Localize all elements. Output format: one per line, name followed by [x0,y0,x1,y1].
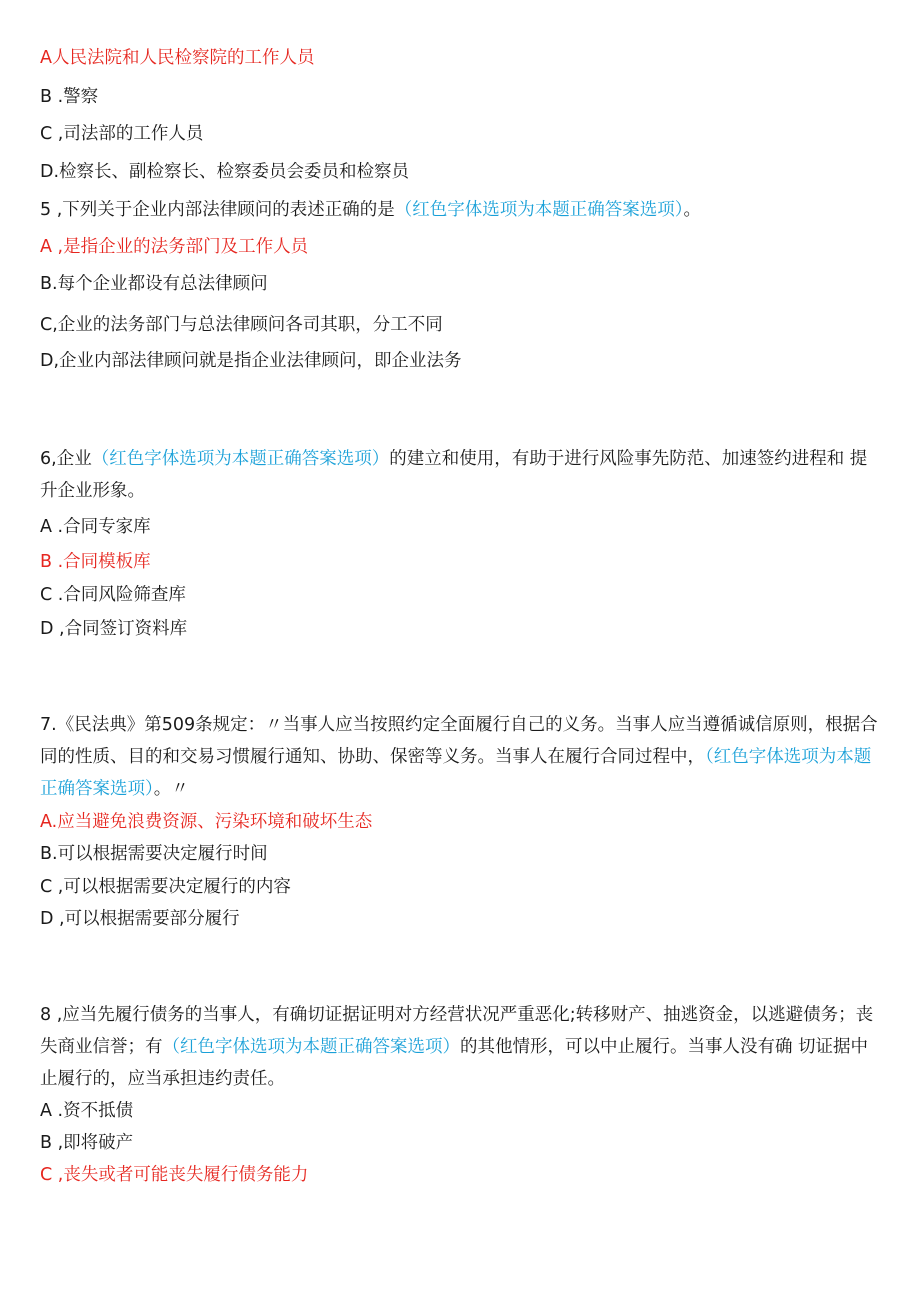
q5-option-c: C,企业的法务部门与总法律顾问各司其职，分工不同 [40,315,443,335]
q7-stem-end: 。〃 [153,779,189,799]
q7-option-c: C ,可以根据需要决定履行的内容 [40,877,291,897]
q5-option-b: B.每个企业都设有总法律顾问 [40,274,268,294]
q6-option-b: B .合同模板库 [40,552,151,572]
q5-stem [40,199,701,221]
q7-option-a: A.应当避免浪费资源、污染环境和破坏生态 [40,812,373,832]
q5-option-d: D,企业内部法律顾问就是指企业法律顾问，即企业法务 [40,351,462,371]
q8-option-a: A .资不抵债 [40,1101,134,1121]
q6-option-a: A .合同专家库 [40,517,151,537]
q6-option-d: D ,合同签订资料库 [40,619,188,639]
q8-option-c: C ,丧失或者可能丧失履行债务能力 [40,1165,309,1185]
q4-option-a: A人民法院和人民检察院的工作人员 [40,48,315,68]
q8-stem [40,999,880,1095]
q7-answer-hint: （红色字体选项为本题正确答案选项） [40,747,872,799]
q6-answer-hint: （红色字体选项为本题正确答案选项） [91,449,390,469]
q6-stem [40,443,880,507]
q4-option-b: B .警察 [40,87,99,107]
q7-stem [40,709,880,805]
q8-answer-hint: （红色字体选项为本题正确答案选项） [162,1037,460,1057]
q4-option-c: C ,司法部的工作人员 [40,124,204,144]
q4-option-d: D.检察长、副检察长、检察委员会委员和检察员 [40,162,410,182]
q8-option-b: B ,即将破产 [40,1133,134,1153]
q6-stem-rest: 的建立和使用，有助于进行风险事先防范、加速签约进程和 提升企业形象。 [40,449,868,501]
q7-stem-text: 7.《民法典》第509条规定：〃当事人应当按照约定全面履行自己的义务。当事人应当遵循诚信原则，根据合同的性质、目的和交易习惯履行通知、协助、保密等义务。当事人在履行合同过程中， [40,715,878,767]
q5-stem-end: 。 [683,200,702,220]
q6-stem-text: 6,企业 [40,449,92,469]
q8-stem-rest: 的其他情形，可以中止履行。当事人没有确 切证据中止履行的，应当承担违约责任。 [40,1037,869,1089]
q5-option-a: A ,是指企业的法务部门及工作人员 [40,237,309,257]
q7-option-d: D ,可以根据需要部分履行 [40,909,240,929]
q8-stem-text: 8 ,应当先履行债务的当事人，有确切证据证明对方经营状况严重恶化;转移财产、抽逃资金，以逃避债务；丧失商业信誉；有 [40,1005,874,1057]
q5-answer-hint: （红色字体选项为本题正确答案选项） [394,200,684,220]
q6-option-c: C .合同风险筛查库 [40,585,186,605]
q5-stem-text: 5 ,下列关于企业内部法律顾问的表述正确的是 [40,200,395,220]
q7-option-b: B.可以根据需要决定履行时间 [40,844,268,864]
